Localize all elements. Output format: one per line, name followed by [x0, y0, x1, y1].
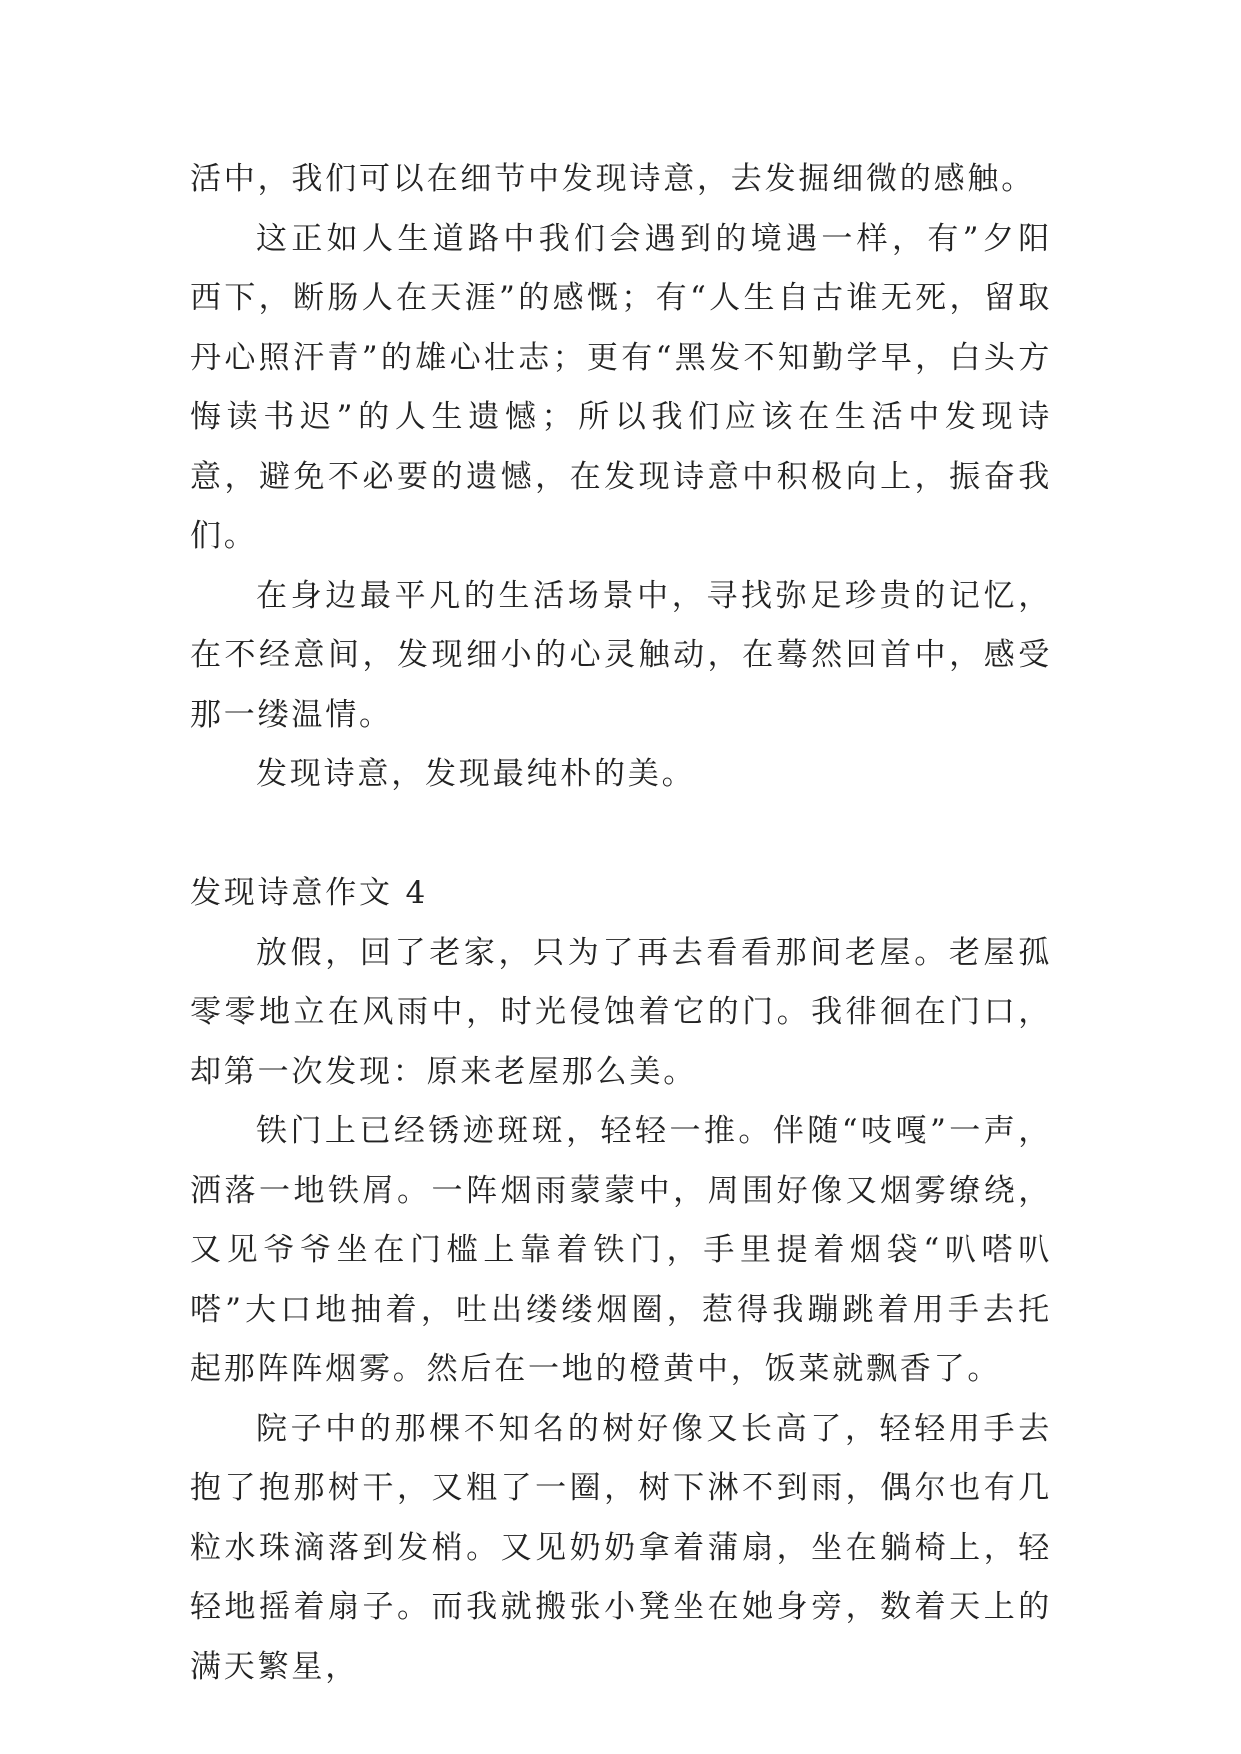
paragraph: 院子中的那棵不知名的树好像又长高了，轻轻用手去抱了抱那树干，又粗了一圈，树下淋不到雨，偶尔也有几粒水珠滴落到发梢。又见奶奶拿着蒲扇，坐在躺椅上，轻轻地摇着扇子。而我就搬张小凳坐在她身旁，数着天上的满天繁星， — [190, 1410, 1052, 1685]
section-title: 发现诗意作文 4 — [190, 875, 428, 911]
section-spacer — [190, 805, 1052, 865]
document-page — [190, 150, 1052, 1697]
paragraph: 放假，回了老家，只为了再去看看那间老屋。老屋孤零零地立在风雨中，时光侵蚀着它的门。我徘徊在门口，却第一次发现：原来老屋那么美。 — [190, 934, 1052, 1090]
paragraph: 这正如人生道路中我们会遇到的境遇一样，有”夕阳西下，断肠人在天涯”的感慨；有“人生自古谁无死，留取丹心照汗青”的雄心壮志；更有“黑发不知勤学早，白头方悔读书迟”的人生遗憾；所以我们应该在生活中发现诗意，避免不必要的遗憾，在发现诗意中积极向上，振奋我们。 — [190, 220, 1052, 554]
paragraph: 在身边最平凡的生活场景中，寻找弥足珍贵的记忆，在不经意间，发现细小的心灵触动，在蓦然回首中，感受那一缕温情。 — [190, 577, 1052, 733]
paragraph: 铁门上已经锈迹斑斑，轻轻一推。伴随“吱嘎”一声，洒落一地铁屑。一阵烟雨蒙蒙中，周围好像又烟雾缭绕，又见爷爷坐在门槛上靠着铁门，手里提着烟袋“叭嗒叭嗒”大口地抽着，吐出缕缕烟圈，惹得我蹦跳着用手去托起那阵阵烟雾。然后在一地的橙黄中，饭菜就飘香了。 — [190, 1113, 1052, 1387]
paragraph: 活中，我们可以在细节中发现诗意，去发掘细微的感触。 — [190, 161, 1035, 197]
paragraph: 发现诗意，发现最纯朴的美。 — [256, 756, 696, 792]
